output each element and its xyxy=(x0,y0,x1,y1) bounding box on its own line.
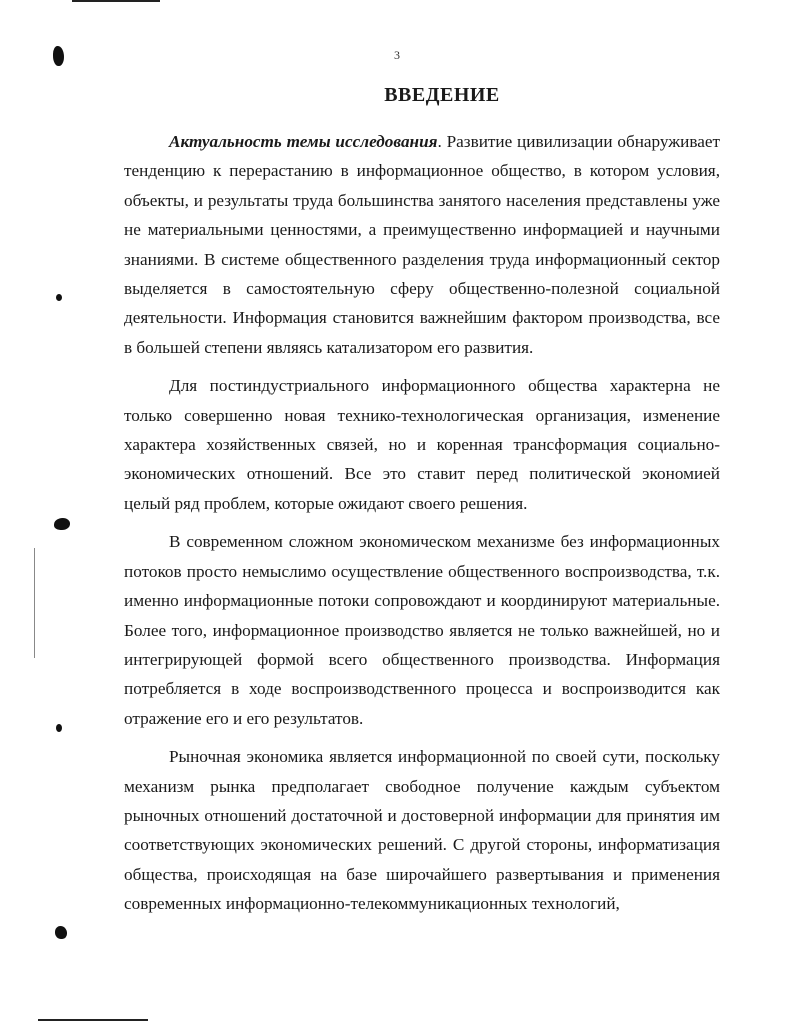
binder-hole-mark xyxy=(56,724,62,732)
binder-hole-mark xyxy=(55,926,67,939)
section-title: ВВЕДЕНИЕ xyxy=(384,84,500,106)
paragraph: Для постиндустриального информационного общества характерна не только совершенно новая технико-технологическая организация, изменение характера хозяйственных связей, но и коренная трансформация социально-экономических отношений. Все это ставит перед политической экономией целый ряд проблем, которые ожидают своего решения. xyxy=(124,376,720,513)
paragraph-text: . Развитие цивилизации обнаруживает тенденцию к перерастанию в информационное общество, в котором условия, объекты, и результаты труда большинства занятого населения представлены уже не материальными ценностями, а преимущественно информацией и научными знаниями. В системе общественного разделения труда информационный сектор выделяется в самостоятельную сферу общественно-полезной социальной деятельности. Информация становится важнейшим фактором производства, все в большей степени являясь катализатором его развития. xyxy=(124,132,720,357)
binder-hole-mark xyxy=(54,518,70,530)
binder-hole-mark xyxy=(56,294,62,301)
paragraph-lead: Актуальность темы исследования xyxy=(169,132,438,151)
body-text xyxy=(124,127,720,919)
scan-artifact-bottom-line xyxy=(38,1019,148,1021)
paragraph: В современном сложном экономическом механизме без информационных потоков просто немыслимо осуществление общественного воспроизводства, т.к. именно информационные потоки сопровождают и координируют материальные. Более того, информационное производство является не только важнейшей, но и интегрирующей формой всего общественного производства. Информация потребляется в ходе воспроизводственного процесса и воспроизводится как отражение его и его результатов. xyxy=(124,532,720,728)
page-number: 3 xyxy=(394,48,400,62)
scan-artifact-top-line xyxy=(72,0,160,2)
scan-artifact-margin-line xyxy=(34,548,35,658)
paragraph: Рыночная экономика является информационной по своей сути, поскольку механизм рынка предполагает свободное получение каждым субъектом рыночных отношений достаточной и достоверной информации для принятия им соответствующих экономических решений. С другой стороны, информатизация общества, происходящая на базе широчайшего развертывания и применения современных информационно-телекоммуникационных технологий, xyxy=(124,747,720,914)
paragraph xyxy=(124,127,720,362)
